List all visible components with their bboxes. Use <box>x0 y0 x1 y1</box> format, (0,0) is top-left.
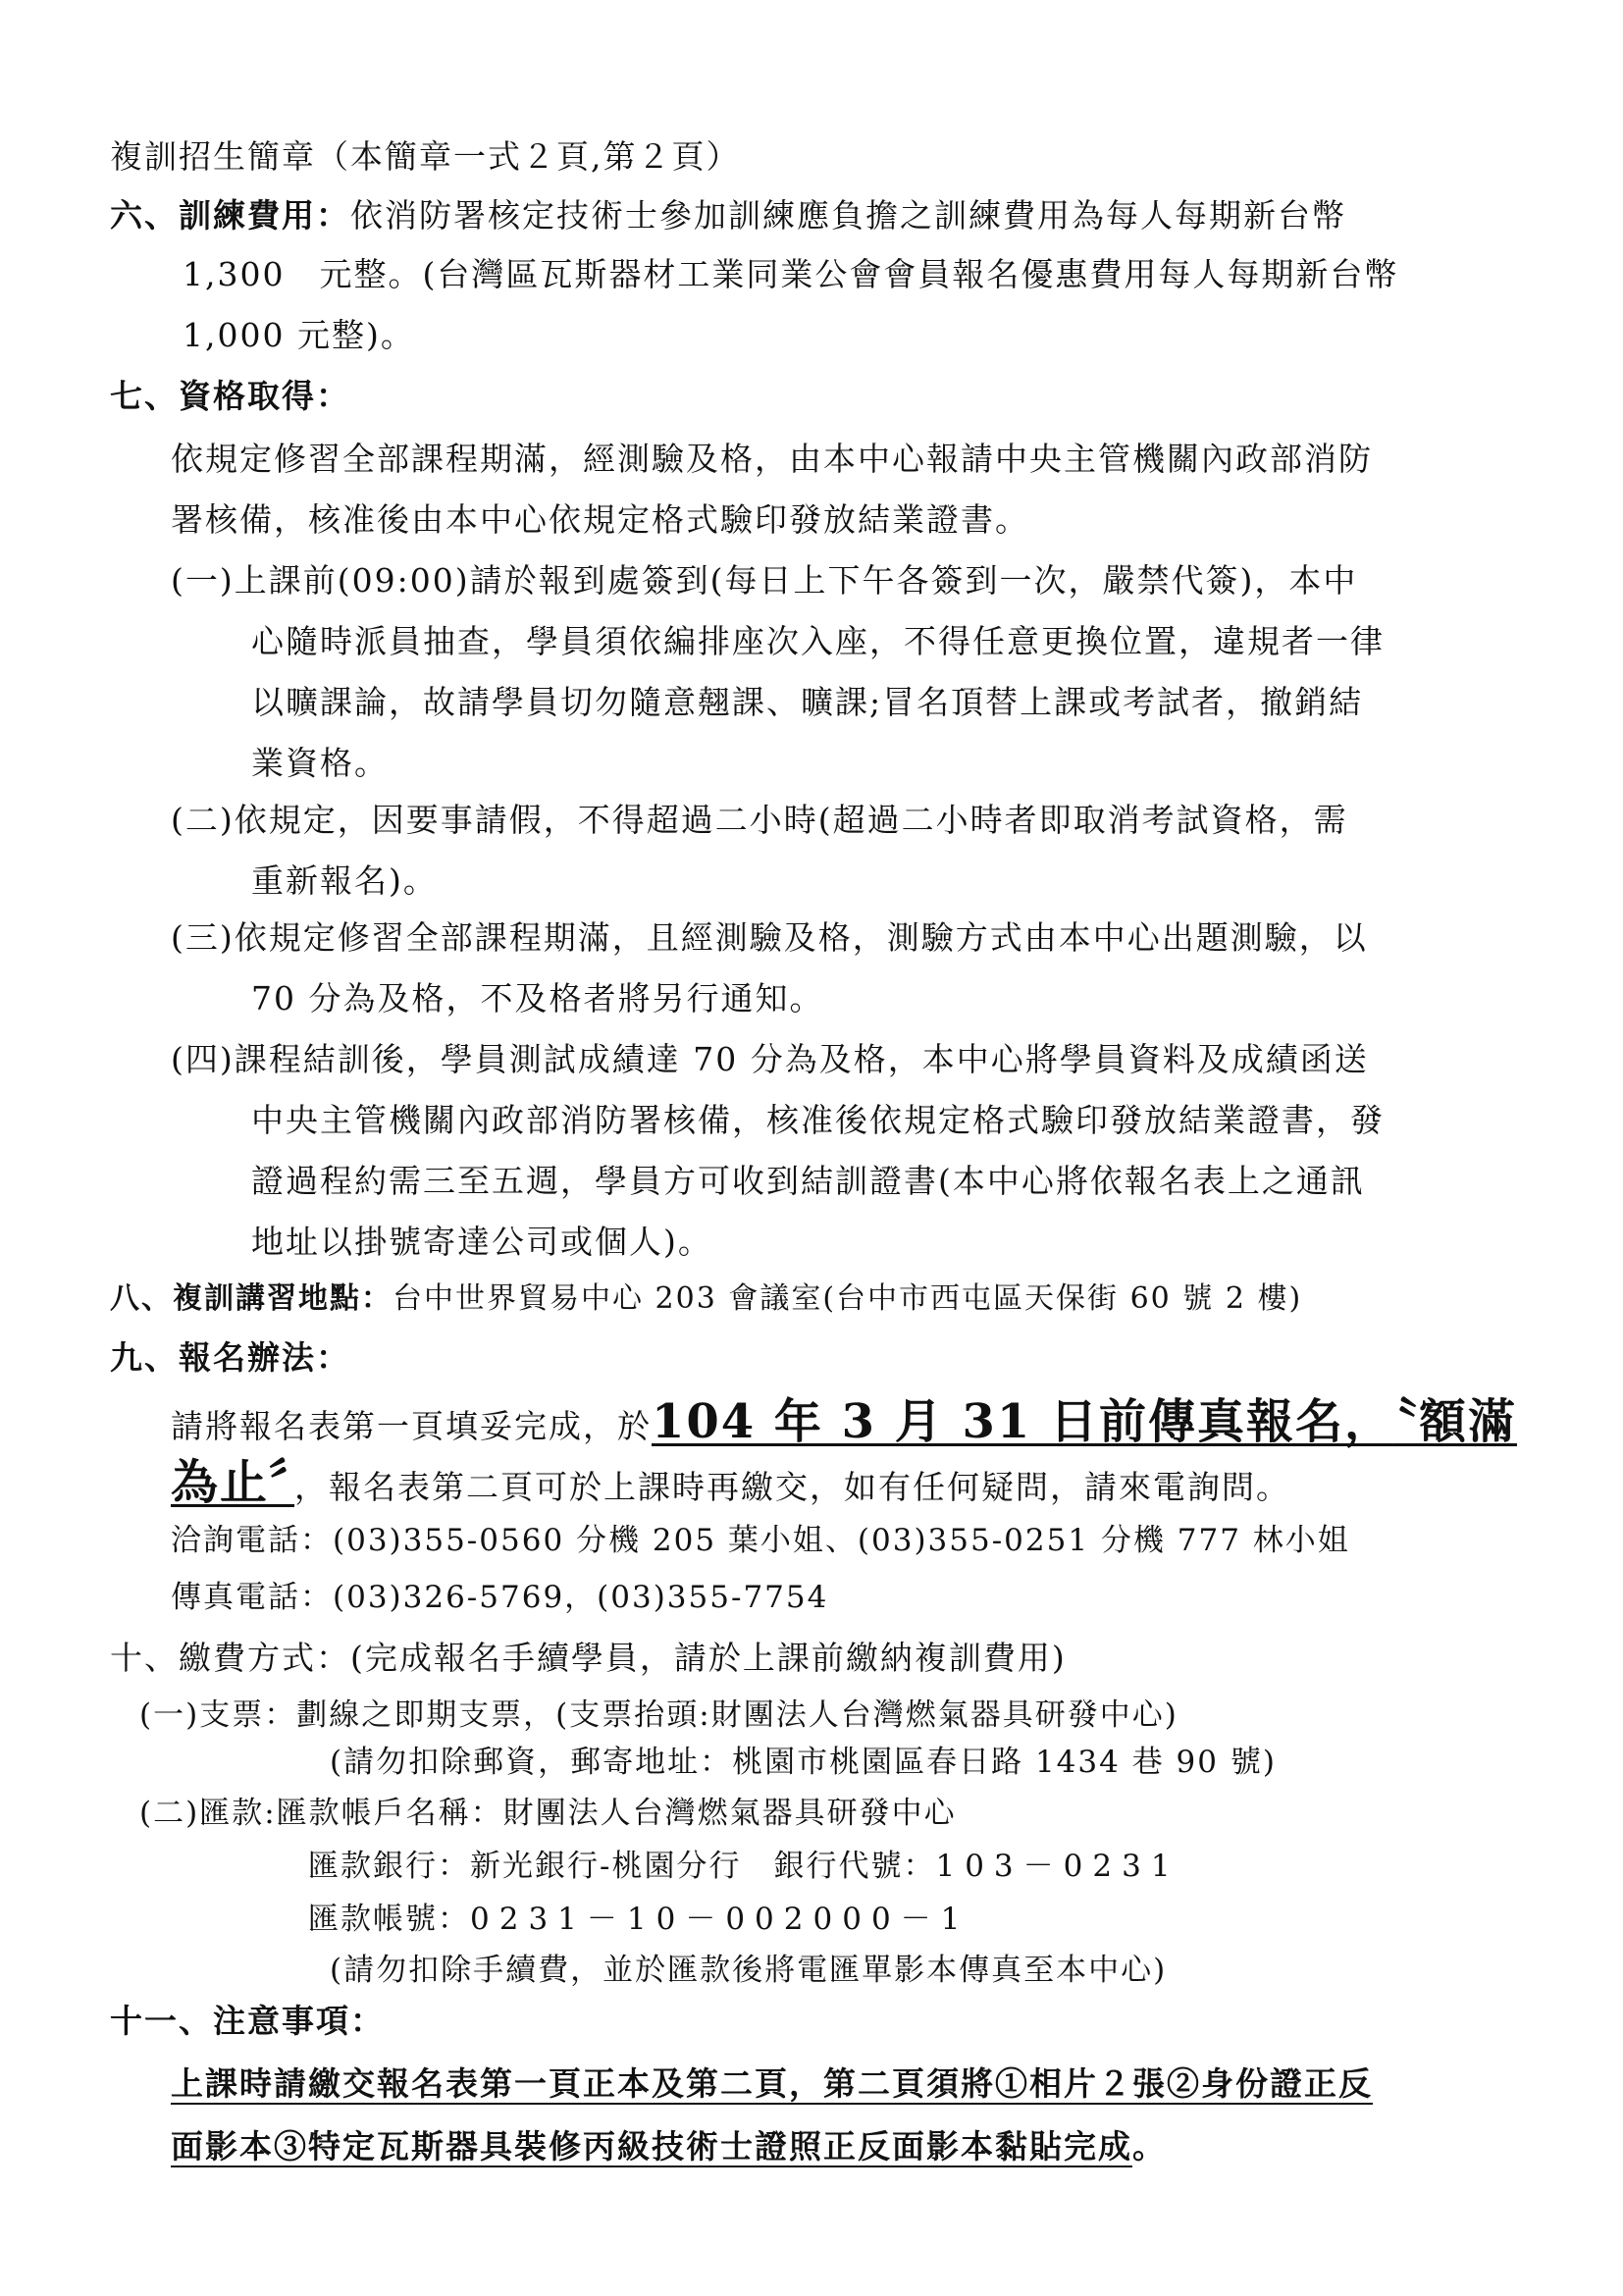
section-10-cheque: (一)支票：劃線之即期支票，(支票抬頭:財團法人台灣燃氣器具研發中心) <box>139 1697 1178 1733</box>
section-7-item-1-line-1: (一)上課前(09:00)請於報到處簽到(每日上下午各簽到一次，嚴禁代簽)，本中 <box>171 561 1358 600</box>
section-9-phone: 洽詢電話：(03)355-0560 分機 205 葉小姐、(03)355-0251 分機 777 林小姐 <box>171 1523 1350 1558</box>
section-9-line-1 <box>171 1394 1517 1451</box>
section-9-text-1a: 請將報名表第一頁填妥完成，於 <box>171 1407 652 1445</box>
section-10-remit-name: (二)匯款:匯款帳戶名稱：財團法人台灣燃氣器具研發中心 <box>139 1796 957 1831</box>
section-10-cheque-note: (請勿扣除郵資，郵寄地址：桃園市桃園區春日路 1434 巷 90 號) <box>330 1745 1277 1780</box>
section-7-para-2: 署核備，核准後由本中心依規定格式驗印發放結業證書。 <box>171 500 1029 539</box>
section-7-item-4-line-2: 中央主管機關內政部消防署核備，核准後依規定格式驗印發放結業證書，發 <box>251 1101 1385 1139</box>
section-7-para-1: 依規定修習全部課程期滿，經測驗及格，由本中心報請中央主管機關內政部消防 <box>171 440 1373 478</box>
section-6-text-1: 依消防署核定技術士參加訓練應負擔之訓練費用為每人每期新台幣 <box>350 196 1346 235</box>
section-10-heading: 十、繳費方式：(完成報名手續學員，請於上課前繳納複訓費用) <box>110 1639 1067 1677</box>
section-10-bank-code: 103－0231 <box>935 1849 1180 1884</box>
section-9-quota-start: 〝額滿 <box>1392 1394 1517 1449</box>
section-10-account-label: 匯款帳號： <box>308 1902 470 1937</box>
section-9-text-2: ，報名表第二頁可於上課時再繳交，如有任何疑問，請來電詢問。 <box>294 1468 1291 1506</box>
section-11-line-1: 上課時請繳交報名表第一頁正本及第二頁，第二頁須將①相片２張②身份證正反 <box>171 2064 1373 2103</box>
section-8-text: 台中世界貿易中心 203 會議室(台中市西屯區天保街 60 號 2 樓) <box>393 1281 1303 1316</box>
section-6-text-3: 1,000 元整)。 <box>183 316 415 354</box>
section-11-text-2: 面影本③特定瓦斯器具裝修丙級技術士證照正反面影本黏貼完成 <box>171 2127 1132 2166</box>
section-7-item-4-line-4: 地址以掛號寄達公司或個人)。 <box>251 1223 712 1261</box>
section-7-item-1-line-2: 心隨時派員抽查，學員須依編排座次入座，不得任意更換位置，違規者一律 <box>251 622 1385 660</box>
section-9-line-2 <box>171 1455 1291 1512</box>
section-7-heading: 七、資格取得： <box>110 377 350 415</box>
section-10-account-number: 0231－10－002000－1 <box>470 1902 970 1937</box>
section-8-heading: 八、複訓講習地點： <box>110 1281 393 1316</box>
section-6-heading: 六、訓練費用： <box>110 196 350 235</box>
section-7-item-1-line-4: 業資格。 <box>251 744 389 782</box>
section-9-deadline: 104 年 3 月 31 日前傳真報名， <box>652 1394 1393 1449</box>
section-7-item-3-line-1: (三)依規定修習全部課程期滿，且經測驗及格，測驗方式由本中心出題測驗，以 <box>171 918 1368 957</box>
section-8-line <box>110 1279 1302 1319</box>
section-7-item-4-line-3: 證過程約需三至五週，學員方可收到結訓證書(本中心將依報名表上之通訊 <box>251 1162 1365 1200</box>
section-11-text-2-tail: 。 <box>1132 2127 1167 2166</box>
section-11-heading: 十一、注意事項： <box>110 2002 385 2040</box>
section-11-line-2 <box>171 2127 1167 2166</box>
section-9-heading: 九、報名辦法： <box>110 1338 350 1377</box>
section-7-item-1-line-3: 以曠課論，故請學員切勿隨意翹課、曠課;冒名頂替上課或考試者，撤銷結 <box>251 683 1364 721</box>
section-10-remit-note: (請勿扣除手續費，並於匯款後將電匯單影本傳真至本中心) <box>330 1953 1168 1988</box>
section-9-fax: 傳真電話：(03)326-5769，(03)355-7754 <box>171 1580 829 1615</box>
page-title: 複訓招生簡章（本簡章一式２頁,第２頁） <box>110 137 741 176</box>
section-7-item-3-line-2: 70 分為及格，不及格者將另行通知。 <box>251 979 824 1018</box>
section-10-remit-account-line <box>308 1900 969 1939</box>
section-6-text-2: 1,300 元整。(台灣區瓦斯器材工業同業公會會員報名優惠費用每人每期新台幣 <box>183 255 1399 293</box>
section-10-remit-bank-line <box>308 1847 1180 1886</box>
section-7-item-4-line-1: (四)課程結訓後，學員測試成績達 70 分為及格，本中心將學員資料及成績函送 <box>171 1040 1369 1078</box>
section-6-line-1 <box>110 196 1346 235</box>
section-10-bank-label: 匯款銀行：新光銀行-桃園分行 銀行代號： <box>308 1849 936 1884</box>
section-7-item-2-line-2: 重新報名)。 <box>251 861 438 900</box>
section-7-item-2-line-1: (二)依規定，因要事請假，不得超過二小時(超過二小時者即取消考試資格，需 <box>171 801 1348 839</box>
section-9-quota-end: 為止〞 <box>171 1455 295 1510</box>
